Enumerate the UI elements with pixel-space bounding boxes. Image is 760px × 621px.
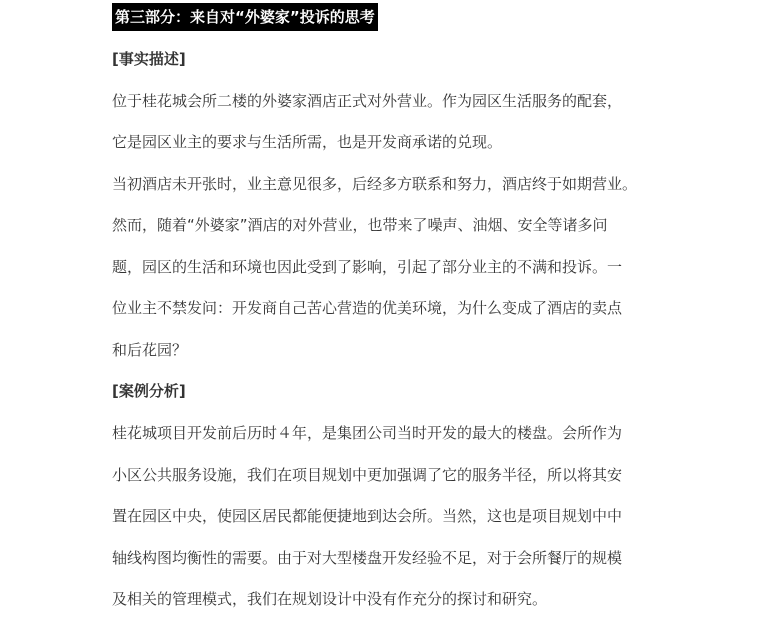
fact-line: 它是园区业主的要求与生活所需，也是开发商承诺的兑现。 [112,133,503,151]
analysis-heading: [案例分析] [112,382,186,400]
section-title: 第三部分：来自对“外婆家”投诉的思考 [112,3,378,31]
fact-line: 位业主不禁发问：开发商自己苦心营造的优美环境，为什么变成了酒店的卖点 [112,299,623,317]
fact-line: 当初酒店未开张时，业主意见很多，后经多方联系和努力，酒店终于如期营业。 [112,175,638,193]
analysis-line: 小区公共服务设施，我们在项目规划中更加强调了它的服务半径，所以将其安 [112,466,623,484]
fact-line: 然而，随着“外婆家”酒店的对外营业，也带来了噪声、油烟、安全等诸多问 [112,216,608,234]
analysis-line: 置在园区中央，使园区居民都能便捷地到达会所。当然，这也是项目规划中中 [112,507,623,525]
fact-line: 和后花园？ [112,341,188,359]
analysis-line: 轴线构图均衡性的需要。由于对大型楼盘开发经验不足，对于会所餐厅的规模 [112,549,623,567]
fact-line: 题，园区的生活和环境也因此受到了影响，引起了部分业主的不满和投诉。一 [112,258,623,276]
fact-heading: [事实描述] [112,50,186,68]
fact-line: 位于桂花城会所二楼的外婆家酒店正式对外营业。作为园区生活服务的配套， [112,92,623,110]
analysis-line: 桂花城项目开发前后历时４年，是集团公司当时开发的最大的楼盘。会所作为 [112,424,623,442]
analysis-line: 及相关的管理模式，我们在规划设计中没有作充分的探讨和研究。 [112,590,548,608]
